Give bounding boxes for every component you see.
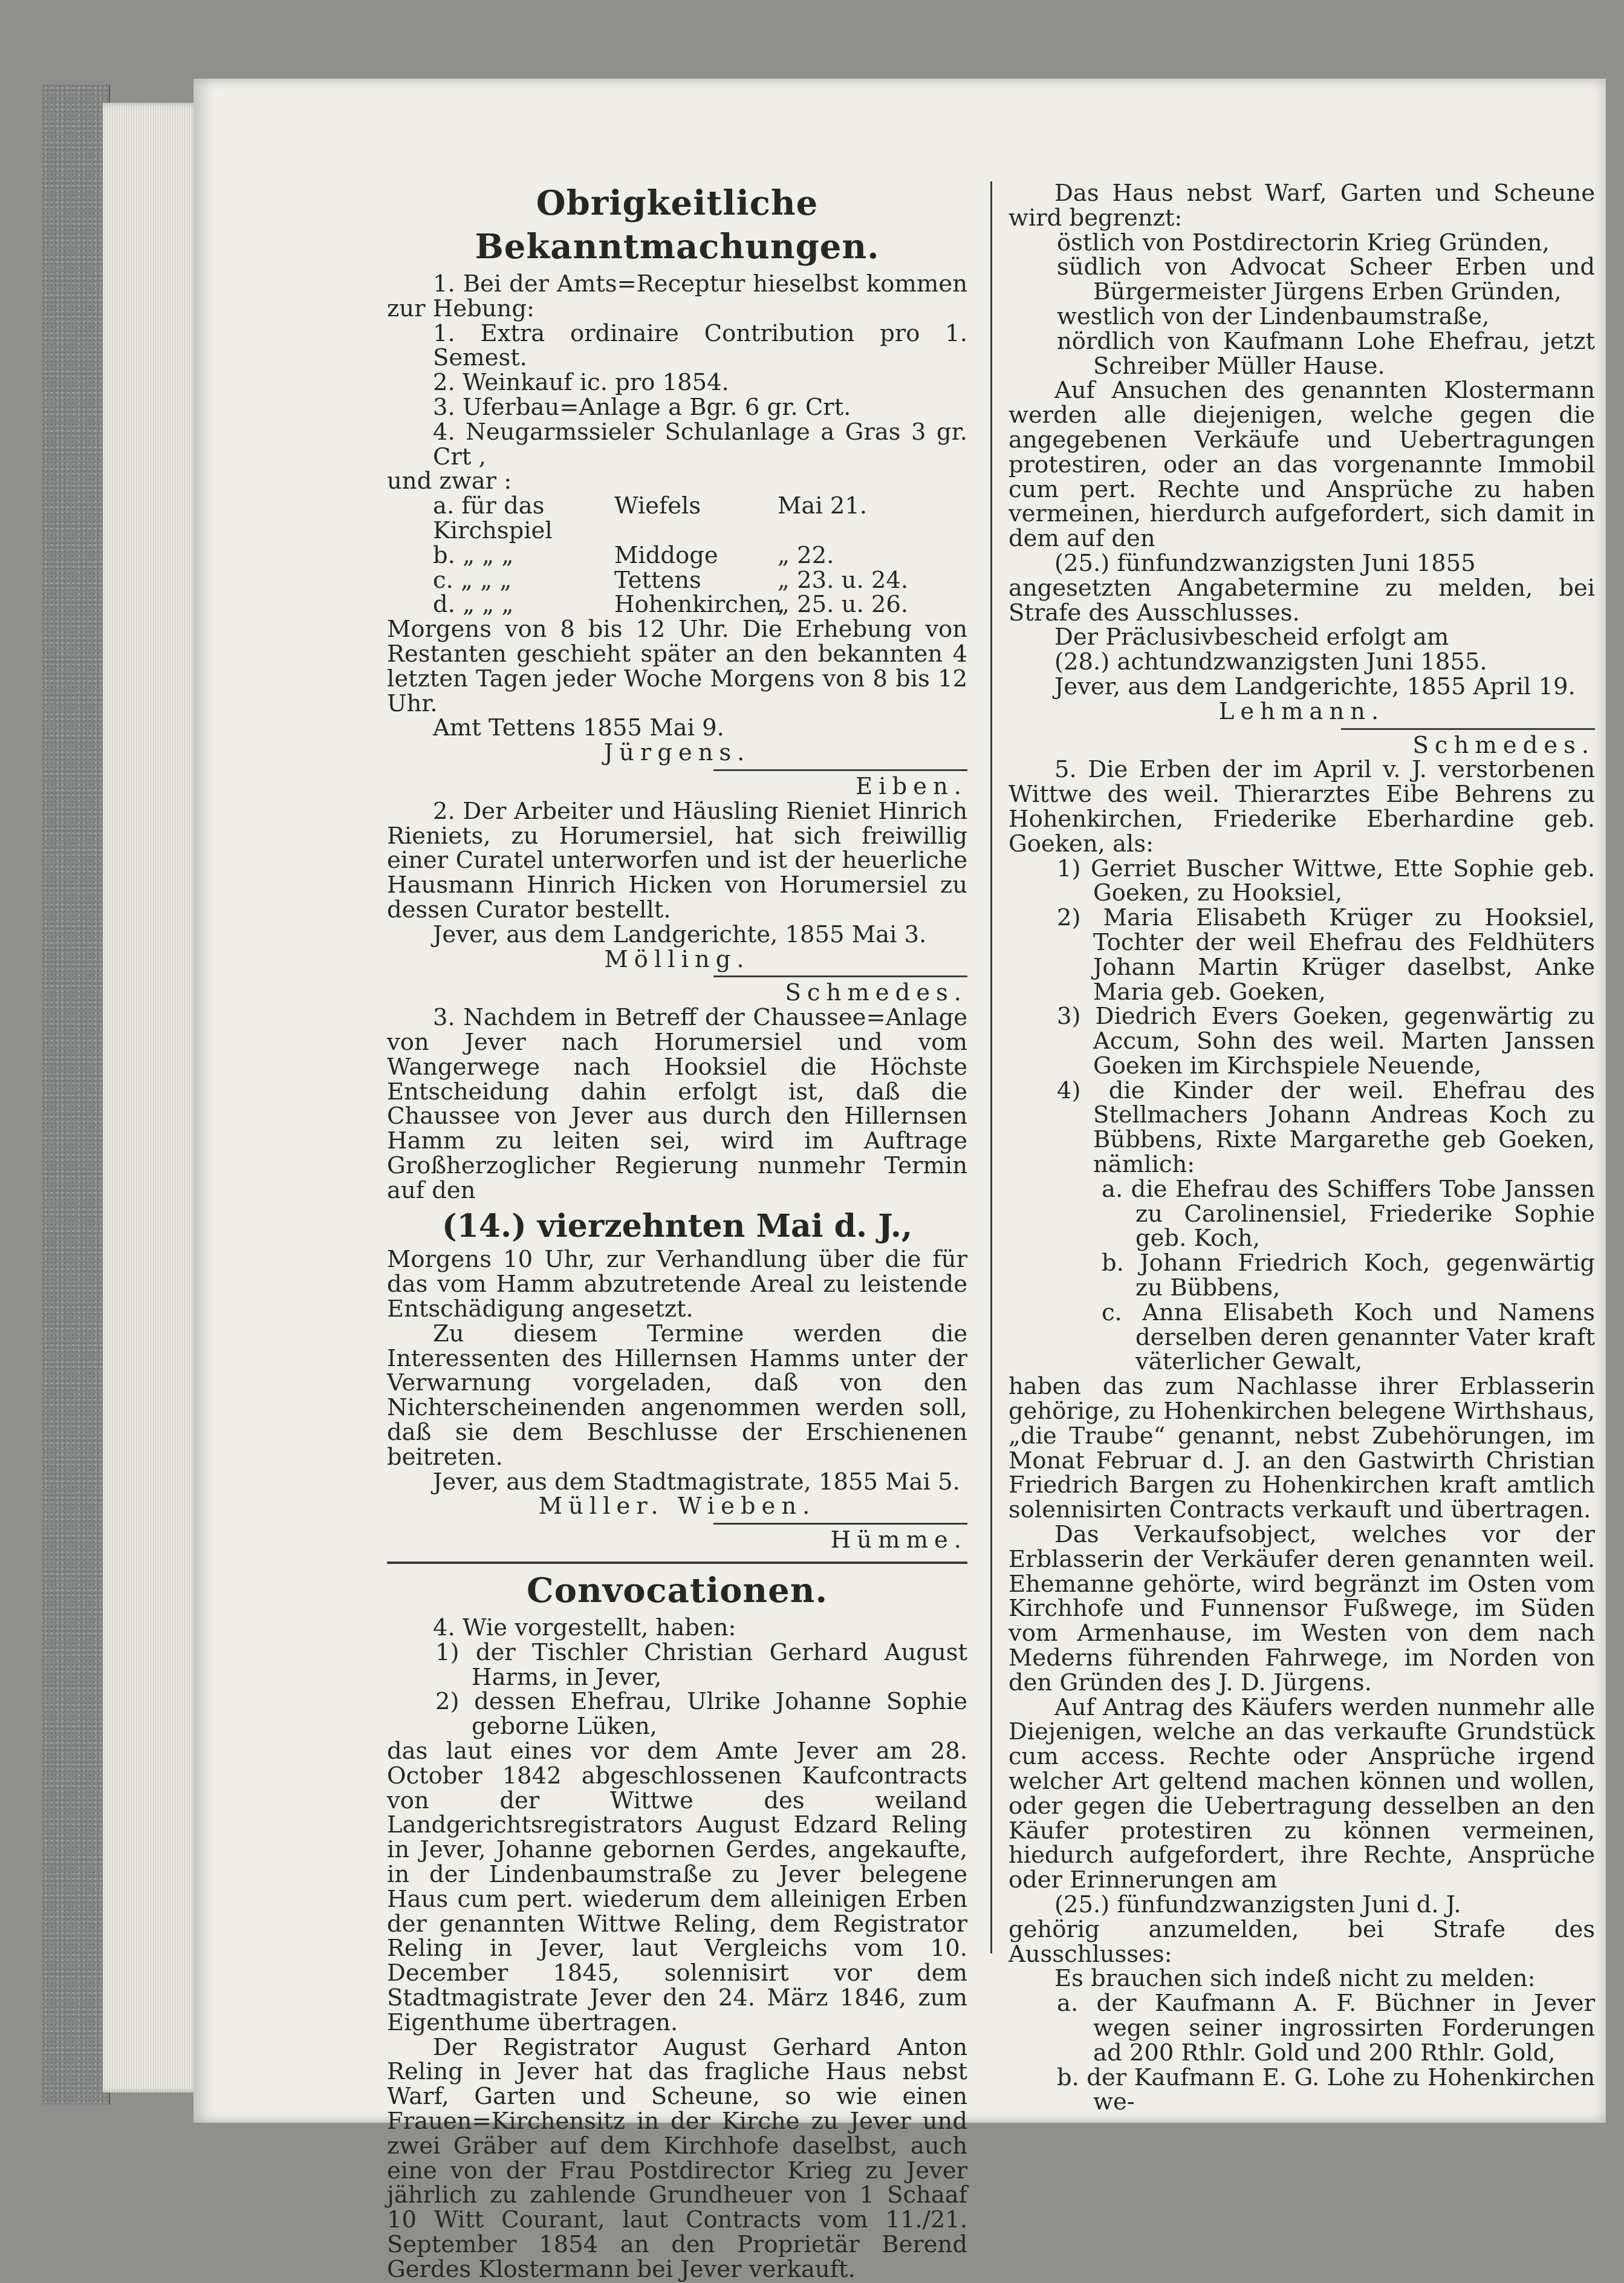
signature-rule [713, 769, 967, 771]
court-place: Jever, aus dem Landgerichte, 1855 April 19. [1054, 673, 1576, 700]
notice-3-text-2: Morgens 10 Uhr, zur Verhandlung über die für das vom Hamm abzutretende Areal zu leistende Entschädigung angesetzt. [387, 1246, 967, 1323]
schedule-date: „ 25. u. 26. [778, 591, 909, 619]
schedule-label: d. „ „ „ [433, 591, 514, 619]
notice-3-text-3: Zu diesem Termine werden die Interessenten des Hillernsen Hamms unter der Verwarnung vorgeladen, daß von den Nichterscheinenden angenommen werden soll, daß sie dem Beschlusse der Erschienenen beitreten. [387, 1320, 967, 1471]
left-column [387, 181, 967, 2282]
preclusion-date: (28.) achtundzwanzigsten Juni 1855. [1054, 648, 1487, 676]
notice-1-signature-2: Eiben. [856, 772, 967, 800]
right-column [1009, 181, 1595, 2115]
page-edges [103, 103, 200, 2092]
summons-text-3: Auf Antrag des Käufers werden nunmehr alle Diejenigen, welche an das verkaufte Grundstück cum access. Rechte oder Ansprüche irgend welcher Art geltend machen können und wollen, oder gegen die Uebertragung desselben an den Käufer protestiren zu können vermeinen, hiedurch aufgefordert, ihre Rechte, Ansprüche oder Erinnerungen am [1009, 1693, 1595, 1894]
notice-1-text: Morgens von 8 bis 12 Uhr. Die Erhebung von Restanten geschieht später an den bekannten 4 letzten Tagen jeder Woche Morgens von 8 bis 12 Uhr. [387, 616, 967, 717]
object-text: Das Verkaufsobject, welches vor der Erblasserin der Verkäufer deren genannten weil. Ehemanne gehörte, wird begränzt im Osten vom Kirchhofe und Funnensor Fußwege, im Süden vom Armenhause, im Westen von dem nach Mederns führenden Fahrwege, im Norden von den Gründen des J. D. Jürgens. [1009, 1521, 1595, 1696]
notice-1-intro: 1. Bei der Amts=Receptur hieselbst kommen zur Hebung: [387, 270, 967, 322]
court-signature-2: Schmedes. [1412, 731, 1595, 759]
section-rule [387, 1562, 967, 1564]
schedule-parish: Hohenkirchen [614, 591, 782, 619]
schedule-parish: Wiefels [614, 492, 701, 520]
term-date: (25.) fünfundzwanzigsten Juni 1855 [1054, 549, 1476, 577]
boundary-item: südlich von Advocat Scheer Erben und Bürgermeister Jürgens Erben Gründen, [1057, 253, 1595, 306]
child-item: b. Johann Friedrich Koch, gegenwärtig zu Bübbens, [1102, 1249, 1595, 1302]
notice-3-signature-2: Hümme. [830, 1526, 967, 1554]
section-heading-announcements: Obrigkeitliche Bekanntmachungen. [475, 183, 880, 267]
creditor-item: b. der Kaufmann E. G. Lohe zu Hohenkirchen we- [1057, 2063, 1595, 2116]
notice-4-text: das laut eines vor dem Amte Jever am 28. October 1842 abgeschlossenen Kaufcontracts von der Wittwe des weiland Landgerichtsregistrators August Edzard Reling in Jever, Johanne gebornen Gerdes, angekaufte, in der Lindenbaumstraße zu Jever belegene Haus cum pert. wiederum dem alleinigen Erben der genannten Wittwe Reling, dem Registrator Reling in Jever, laut Vergleichs vom 10. December 1845, solennisirt vor dem Stadtmagistrate Jever den 24. März 1846, zum Eigenthume übertragen. [387, 1737, 967, 2036]
schedule-parish: Middoge [614, 541, 718, 569]
schedule-label: b. „ „ „ [433, 541, 514, 569]
preclusion-text: Der Präclusivbescheid erfolgt am [1054, 624, 1449, 651]
signature-rule [713, 975, 967, 977]
notice-3-date: (14.) vierzehnten Mai d. J., [442, 1208, 912, 1245]
heir-item: 4) die Kinder der weil. Ehefrau des Stellmachers Johann Andreas Koch zu Bübbens, Rixte Margarethe geb Goeken, nämlich: [1057, 1076, 1595, 1179]
schedule-date: „ 23. u. 24. [778, 566, 909, 594]
column-rule [990, 181, 992, 1953]
section-heading-convocations: Convocationen. [527, 1571, 828, 1611]
boundary-item: westlich von der Lindenbaumstraße, [1057, 302, 1490, 330]
notice-1-item: 4. Neugarmssieler Schulanlage a Gras 3 gr. Crt , [433, 418, 967, 471]
exemption-text: Es brauchen sich indeß nicht zu melden: [1054, 1965, 1536, 1993]
notice-1-zwar: und zwar : [387, 467, 512, 495]
schedule-label: a. für das Kirchspiel [433, 492, 553, 544]
summons-text: Auf Ansuchen des genannten Klostermann werden alle diejenigen, welche gegen die angegebenen Verkäufe und Uebertragungen protestiren, oder an das vorgenannte Immobil cum pert. Rechte und Ansprüche zu haben vermeinen, hierdurch aufgefordert, sich damit in dem auf den [1009, 377, 1595, 553]
signature-rule [713, 1523, 967, 1525]
notice-3-place: Jever, aus dem Stadtmagistrate, 1855 Mai 5. [433, 1468, 960, 1496]
schedule-row [387, 593, 967, 617]
schedule-date: „ 22. [778, 541, 834, 569]
heir-item: 3) Diedrich Evers Goeken, gegenwärtig zu Accum, Sohn des weil. Marten Janssen Goeken im Kirchspiele Neuende, [1057, 1003, 1595, 1080]
creditor-item: a. der Kaufmann A. F. Büchner in Jever wegen seiner ingrossirten Forderungen ad 200 Rthlr. Gold und 200 Rthlr. Gold, [1057, 1990, 1595, 2066]
notice-1-item: 2. Weinkauf ic. pro 1854. [433, 369, 729, 397]
term-date-2: (25.) fünfundzwanzigsten Juni d. J. [1054, 1891, 1461, 1918]
heir-item: 2) Maria Elisabeth Krüger zu Hooksiel, Tochter der weil Ehefrau des Feldhüters Johann Martin Krüger daselbst, Anke Maria geb. Goeken, [1057, 904, 1595, 1006]
notice-2-place: Jever, aus dem Landgerichte, 1855 Mai 3. [433, 920, 927, 948]
boundary-item: östlich von Postdirectorin Krieg Gründen, [1057, 229, 1550, 256]
court-signature: Lehmann. [1218, 697, 1385, 725]
book-cover [42, 85, 110, 2105]
signature-rule [1341, 728, 1595, 730]
child-item: a. die Ehefrau des Schiffers Tobe Janssen zu Carolinensiel, Friederike Sophie geb. Koch, [1102, 1175, 1595, 1252]
registration-text: gehörig anzumelden, bei Strafe des Ausschlusses: [1009, 1915, 1595, 1968]
notice-1-item: 3. Uferbau=Anlage a Bgr. 6 gr. Crt. [433, 393, 851, 421]
schedule-label: c. „ „ „ [433, 566, 512, 594]
boundary-intro: Das Haus nebst Warf, Garten und Scheune wird begrenzt: [1009, 180, 1595, 232]
schedule-row [387, 568, 967, 593]
notice-4-text-2: Der Registrator August Gerhard Anton Reling in Jever hat das fragliche Haus nebst Warf, Garten und Scheune, so wie einen Frauen=Kirchensitz in der Kirche zu Jever und zwei Gräber auf dem Kirchhofe daselbst, auch eine von der Frau Postdirector Krieg zu Jever jährlich zu zahlende Grundheuer von 1 Schaaf 10 Witt Courant, laut Contracts vom 11./21. September 1854 an den Proprietär Berend Gerdes Klostermann bei Jever verkauft. [387, 2033, 967, 2283]
schedule-row [387, 541, 967, 569]
notice-4-party: 1) der Tischler Christian Gerhard August Harms, in Jever, [435, 1638, 967, 1691]
boundary-item: nördlich von Kaufmann Lohe Ehefrau, jetzt Schreiber Müller Hause. [1057, 327, 1595, 380]
child-item: c. Anna Elisabeth Koch und Namens derselben deren genannter Vater kraft väterlicher Gewalt, [1102, 1298, 1595, 1376]
sale-text: haben das zum Nachlasse ihrer Erblasserin gehörige, zu Hohenkirchen belegene Wirthshaus, „die Traube“ genannt, nebst Zubehörungen, im Monat Februar d. J. an den Gastwirth Christian Friedrich Bargen zu Hohenkirchen kraft amtlich solennisirten Contracts verkauft und übertragen. [1009, 1373, 1595, 1524]
notice-3-text: 3. Nachdem in Betreff der Chaussee=Anlage von Jever nach Horumersiel und vom Wangerwege nach Hooksiel die Höchste Entscheidung dahin erfolgt ist, daß die Chaussee von Jever aus durch den Hillernsen Hamm zu leiten sei, wird im Auftrage Großherzoglicher Regierung nunmehr Termin auf den [387, 1004, 967, 1204]
notice-2-text: 2. Der Arbeiter und Häusling Rieniet Hinrich Rieniets, zu Horumersiel, hat sich freiwillig einer Curatel unterworfen und ist der heuerliche Hausmann Hinrich Hicken von Horumersiel zu dessen Curator bestellt. [387, 797, 967, 923]
notice-1-place: Amt Tettens 1855 Mai 9. [433, 714, 724, 742]
notice-5-text: 5. Die Erben der im April v. J. verstorbenen Wittwe des weil. Thierarztes Eibe Behrens zu Hohenkirchen, Friederike Eberhardine geb. Goeken, als: [1009, 756, 1595, 858]
heir-item: 1) Gerriet Buscher Wittwe, Ette Sophie geb. Goeken, zu Hooksiel, [1057, 855, 1595, 907]
notice-3-signature: Müller. Wieben. [538, 1493, 816, 1520]
notice-2-signature: Mölling. [604, 945, 750, 973]
summons-text-2: angesetzten Angabetermine zu melden, bei Strafe des Ausschlusses. [1009, 574, 1595, 627]
schedule-parish: Tettens [614, 566, 701, 594]
notice-1-item: 1. Extra ordinaire Contribution pro 1. Semest. [433, 319, 967, 372]
schedule-row [387, 494, 967, 544]
notice-2-signature-2: Schmedes. [785, 979, 967, 1007]
notice-4-intro: 4. Wie vorgestellt, haben: [433, 1614, 736, 1642]
schedule-date: Mai 21. [778, 492, 868, 520]
notice-1-signature: Jürgens. [603, 739, 751, 767]
notice-4-party: 2) dessen Ehefrau, Ulrike Johanne Sophie geborne Lüken, [435, 1688, 967, 1741]
